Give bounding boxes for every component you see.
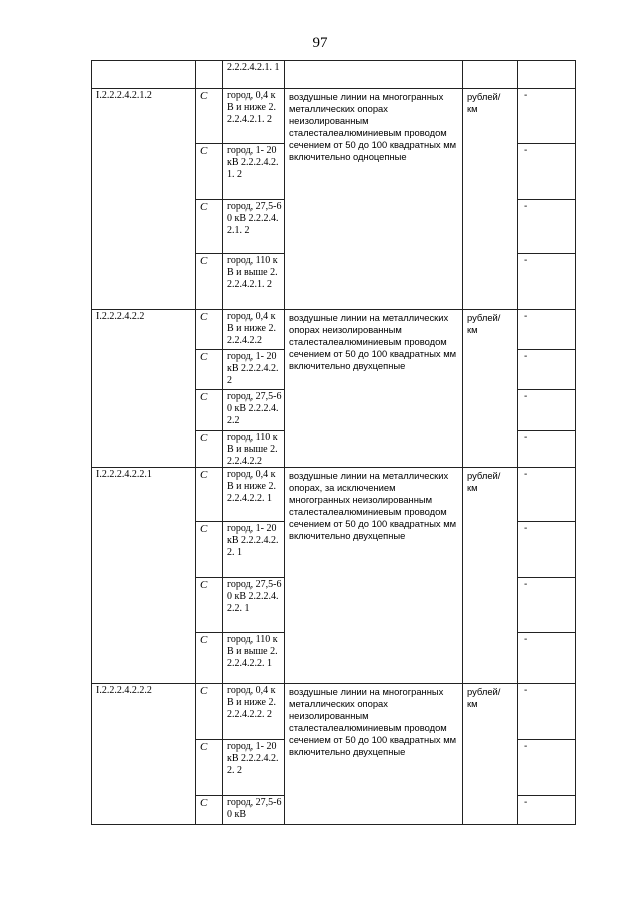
location-text: город, 0,4 кВ и ниже 2.2.2.4.2.1. 2 [227, 90, 276, 125]
letter-cell: С [196, 522, 223, 578]
location-cell [223, 796, 285, 825]
location-text: город, 0,4 кВ и ниже 2.2.2.4.2.2. 1 [227, 469, 276, 504]
location-cell [223, 390, 285, 431]
location-text: город, 27,5-60 кВ [227, 797, 282, 820]
value-cell: - [518, 390, 576, 431]
description-cell: воздушные линии на металлических опорах, за исключением многогранных неизолированным сталесталеалюминиевым проводом сечением от 50 до 100 квадратных мм включительно двухцепные [285, 468, 463, 684]
description-cell: воздушные линии на многогранных металлических опорах неизолированным сталесталеалюминиевым проводом сечением от 50 до 100 квадратных мм включительно одноцепные [285, 89, 463, 310]
letter-cell: С [196, 390, 223, 431]
location-text: город, 110 кВ и выше 2.2.2.4.2.2. 1 [227, 634, 278, 669]
value-cell: - [518, 796, 576, 825]
table-row [92, 61, 576, 89]
letter-cell: С [196, 310, 223, 350]
code-cell [92, 61, 196, 89]
description-cell [285, 61, 463, 89]
location-cell [223, 350, 285, 390]
location-text: город, 27,5-60 кВ 2.2.2.4.2.2. 1 [227, 579, 282, 614]
value-cell: - [518, 633, 576, 684]
location-cell [223, 684, 285, 740]
location-cell [223, 89, 285, 144]
location-text: город, 27,5-60 кВ 2.2.2.4.2.1. 2 [227, 201, 282, 236]
location-text: город, 0,4 кВ и ниже 2.2.2.4.2.2 [227, 311, 276, 346]
table-row [92, 89, 576, 144]
location-cell [223, 254, 285, 310]
letter-cell: С [196, 200, 223, 254]
value-cell [518, 61, 576, 89]
location-text: город, 0,4 кВ и ниже 2.2.2.4.2.2. 2 [227, 685, 276, 720]
letter-cell: С [196, 431, 223, 468]
description-cell: воздушные линии на металлических опорах неизолированным сталесталеалюминиевым проводом сечением от 50 до 100 квадратных мм включительно двухцепные [285, 310, 463, 468]
value-cell: - [518, 740, 576, 796]
location-cell [223, 468, 285, 522]
location-text: город, 110 кВ и выше 2.2.2.4.2.1. 2 [227, 255, 278, 290]
location-text: город, 1- 20 кВ 2.2.2.4.2.2. 2 [227, 741, 279, 776]
value-cell: - [518, 144, 576, 200]
location-cell [223, 522, 285, 578]
letter-cell: С [196, 684, 223, 740]
letter-cell: С [196, 796, 223, 825]
unit-cell: рублей/ км [463, 310, 518, 468]
unit-cell: рублей/ км [463, 684, 518, 825]
location-cell: 2.2.2.4.2.1. 1 [223, 61, 285, 89]
value-cell: - [518, 468, 576, 522]
letter-cell: С [196, 468, 223, 522]
location-cell [223, 740, 285, 796]
value-cell: - [518, 350, 576, 390]
value-cell: - [518, 522, 576, 578]
letter-cell: С [196, 740, 223, 796]
value-cell: - [518, 431, 576, 468]
location-cell [223, 310, 285, 350]
location-cell [223, 144, 285, 200]
value-cell: - [518, 89, 576, 144]
page-number: 97 [312, 35, 328, 51]
location-text: город, 110 кВ и выше 2.2.2.4.2.2 [227, 432, 278, 467]
description-cell: воздушные линии на многогранных металлических опорах неизолированным сталесталеалюминиевым проводом сечением от 50 до 100 квадратных мм включительно двухцепные [285, 684, 463, 825]
unit-cell [463, 61, 518, 89]
value-cell: - [518, 684, 576, 740]
location-cell [223, 578, 285, 633]
location-text: город, 27,5-60 кВ 2.2.2.4.2.2 [227, 391, 282, 426]
letter-cell: С [196, 254, 223, 310]
letter-cell: С [196, 633, 223, 684]
location-cell [223, 633, 285, 684]
letter-cell: С [196, 89, 223, 144]
location-text: город, 1- 20 кВ 2.2.2.4.2.2 [227, 351, 279, 386]
value-cell: - [518, 578, 576, 633]
code-cell: I.2.2.2.4.2.2.1 [92, 468, 196, 684]
code-cell: I.2.2.2.4.2.2 [92, 310, 196, 468]
letter-cell: С [196, 578, 223, 633]
letter-cell: С [196, 144, 223, 200]
location-cell [223, 200, 285, 254]
value-cell: - [518, 310, 576, 350]
value-cell: - [518, 200, 576, 254]
location-text: город, 1- 20 кВ 2.2.2.4.2.1. 2 [227, 145, 279, 180]
table-row [92, 310, 576, 350]
table-row [92, 684, 576, 740]
value-cell: - [518, 254, 576, 310]
code-cell: I.2.2.2.4.2.2.2 [92, 684, 196, 825]
location-text: город, 1- 20 кВ 2.2.2.4.2.2. 1 [227, 523, 279, 558]
location-cell [223, 431, 285, 468]
letter-cell [196, 61, 223, 89]
unit-cell: рублей/ км [463, 89, 518, 310]
letter-cell: С [196, 350, 223, 390]
code-cell: I.2.2.2.4.2.1.2 [92, 89, 196, 310]
tariff-table [91, 60, 576, 825]
table-row [92, 468, 576, 522]
unit-cell: рублей/ км [463, 468, 518, 684]
